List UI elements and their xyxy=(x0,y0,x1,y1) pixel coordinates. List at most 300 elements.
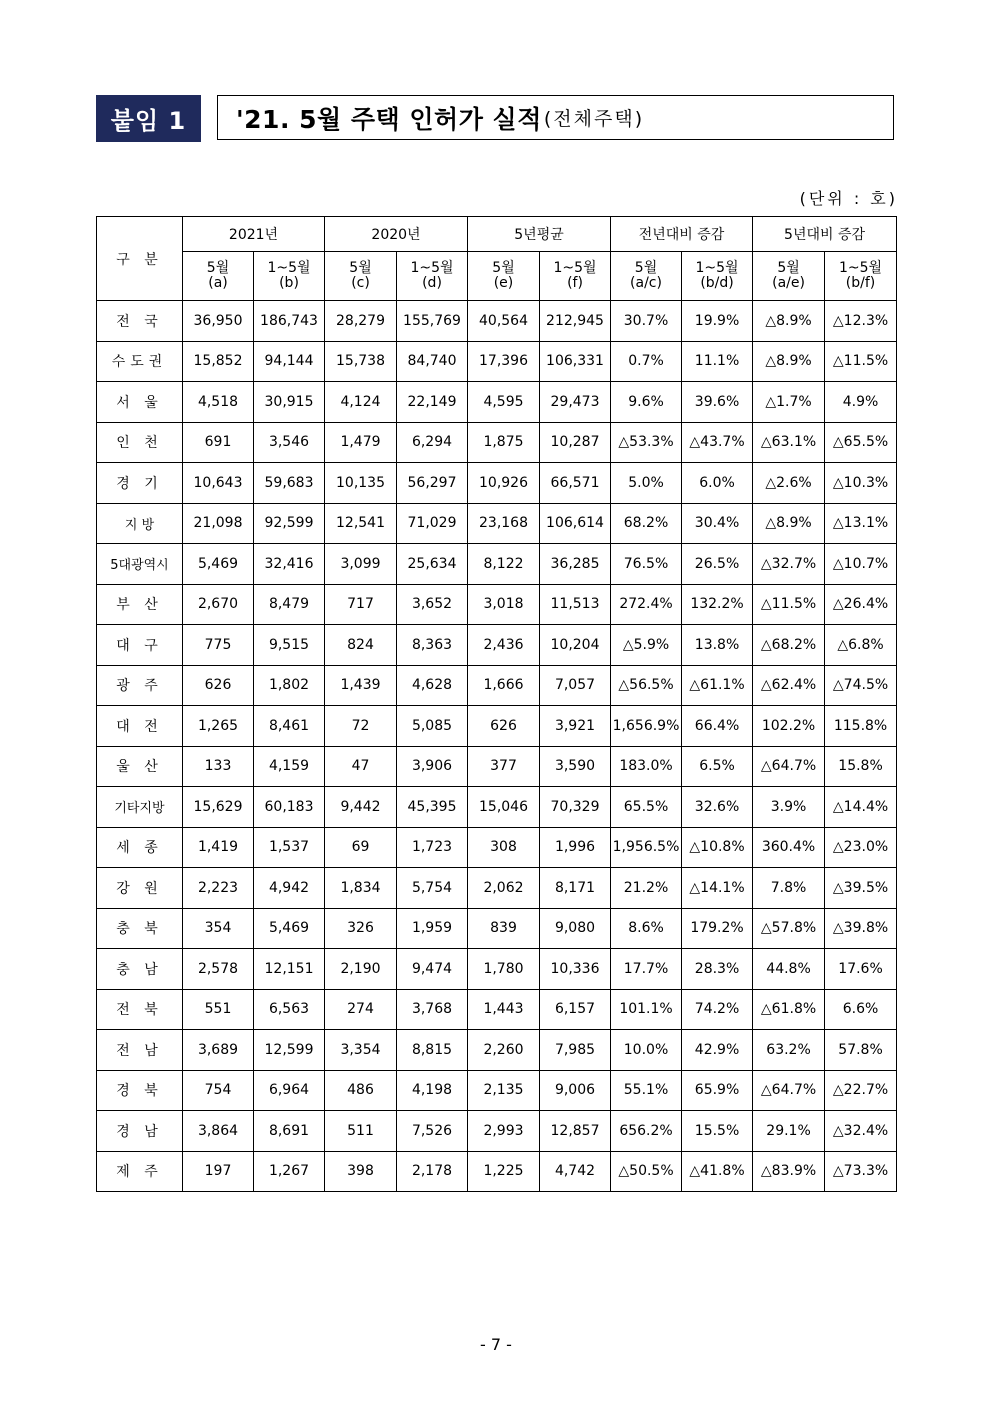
value-cell: 7,526 xyxy=(397,1111,468,1152)
value-cell: 1,267 xyxy=(254,1151,325,1192)
value-cell: 10,926 xyxy=(468,463,540,504)
value-cell: 32,416 xyxy=(254,544,325,585)
value-cell: 1,537 xyxy=(254,827,325,868)
value-cell: 32.6% xyxy=(682,787,753,828)
value-cell: 12,599 xyxy=(254,1030,325,1071)
value-cell: 65.5% xyxy=(611,787,682,828)
value-cell: 26.5% xyxy=(682,544,753,585)
value-cell: 4,942 xyxy=(254,868,325,909)
value-cell: 8,363 xyxy=(397,625,468,666)
table-row xyxy=(97,422,897,463)
value-cell: 15,629 xyxy=(183,787,254,828)
region-cell: 울 산 xyxy=(97,746,183,787)
value-cell: 3,689 xyxy=(183,1030,254,1071)
value-cell: 183.0% xyxy=(611,746,682,787)
value-cell: 9,006 xyxy=(540,1070,611,1111)
value-cell: △10.8% xyxy=(682,827,753,868)
value-cell: 36,950 xyxy=(183,301,254,342)
value-cell: 3,768 xyxy=(397,989,468,1030)
value-cell: 4,628 xyxy=(397,665,468,706)
value-cell: 12,857 xyxy=(540,1111,611,1152)
value-cell: 29,473 xyxy=(540,382,611,423)
value-cell: 2,436 xyxy=(468,625,540,666)
subcol-header xyxy=(540,252,611,301)
value-cell: 9.6% xyxy=(611,382,682,423)
value-cell: 45,395 xyxy=(397,787,468,828)
value-cell: 11.1% xyxy=(682,341,753,382)
table-row xyxy=(97,463,897,504)
subcol-period: 1~5월 xyxy=(267,260,311,276)
value-cell: 6,157 xyxy=(540,989,611,1030)
value-cell: 626 xyxy=(468,706,540,747)
value-cell: △57.8% xyxy=(753,908,825,949)
value-cell: 8,122 xyxy=(468,544,540,585)
corner-header: 구 분 xyxy=(97,217,183,301)
value-cell: 274 xyxy=(325,989,397,1030)
value-cell: 1,956.5% xyxy=(611,827,682,868)
value-cell: 8,815 xyxy=(397,1030,468,1071)
value-cell: 55.1% xyxy=(611,1070,682,1111)
value-cell: 754 xyxy=(183,1070,254,1111)
value-cell: 28,279 xyxy=(325,301,397,342)
value-cell: △32.7% xyxy=(753,544,825,585)
value-cell: 76.5% xyxy=(611,544,682,585)
value-cell: 4,518 xyxy=(183,382,254,423)
value-cell: 354 xyxy=(183,908,254,949)
value-cell: 6,294 xyxy=(397,422,468,463)
value-cell: 115.8% xyxy=(825,706,897,747)
subcol-key: (f) xyxy=(567,275,583,291)
table-row xyxy=(97,301,897,342)
value-cell: 3,546 xyxy=(254,422,325,463)
region-cell: 충 북 xyxy=(97,908,183,949)
value-cell: 72 xyxy=(325,706,397,747)
value-cell: △10.3% xyxy=(825,463,897,504)
subcol-period: 5월 xyxy=(634,260,658,276)
value-cell: 28.3% xyxy=(682,949,753,990)
table-row xyxy=(97,868,897,909)
region-cell: 5대광역시 xyxy=(97,544,183,585)
value-cell: 3,018 xyxy=(468,584,540,625)
value-cell: 6,563 xyxy=(254,989,325,1030)
value-cell: 101.1% xyxy=(611,989,682,1030)
value-cell: 2,260 xyxy=(468,1030,540,1071)
region-cell: 대 전 xyxy=(97,706,183,747)
subcol-key: (b/f) xyxy=(845,275,876,291)
value-cell: △56.5% xyxy=(611,665,682,706)
value-cell: 0.7% xyxy=(611,341,682,382)
region-cell: 대 구 xyxy=(97,625,183,666)
value-cell: 197 xyxy=(183,1151,254,1192)
value-cell: 56,297 xyxy=(397,463,468,504)
value-cell: 691 xyxy=(183,422,254,463)
subcol-period: 5월 xyxy=(206,260,230,276)
table-row xyxy=(97,544,897,585)
value-cell: 17,396 xyxy=(468,341,540,382)
value-cell: 7.8% xyxy=(753,868,825,909)
value-cell: △8.9% xyxy=(753,503,825,544)
value-cell: 360.4% xyxy=(753,827,825,868)
value-cell: 94,144 xyxy=(254,341,325,382)
value-cell: 2,190 xyxy=(325,949,397,990)
subcol-period: 1~5월 xyxy=(410,260,454,276)
value-cell: 626 xyxy=(183,665,254,706)
value-cell: △64.7% xyxy=(753,746,825,787)
value-cell: △5.9% xyxy=(611,625,682,666)
value-cell: 1,723 xyxy=(397,827,468,868)
permit-table xyxy=(96,216,897,1192)
value-cell: 3.9% xyxy=(753,787,825,828)
value-cell: 2,223 xyxy=(183,868,254,909)
value-cell: 36,285 xyxy=(540,544,611,585)
subcol-period: 1~5월 xyxy=(553,260,597,276)
page-title: '21. 5월 주택 인허가 실적 xyxy=(236,104,542,134)
value-cell: 6,964 xyxy=(254,1070,325,1111)
value-cell: 69 xyxy=(325,827,397,868)
value-cell: 4.9% xyxy=(825,382,897,423)
subcol-header xyxy=(825,252,897,301)
table-row xyxy=(97,989,897,1030)
value-cell: △73.3% xyxy=(825,1151,897,1192)
value-cell: 551 xyxy=(183,989,254,1030)
value-cell: 717 xyxy=(325,584,397,625)
table-row xyxy=(97,1151,897,1192)
value-cell: 15.8% xyxy=(825,746,897,787)
value-cell: 179.2% xyxy=(682,908,753,949)
value-cell: 8.6% xyxy=(611,908,682,949)
value-cell: 71,029 xyxy=(397,503,468,544)
subcol-period: 1~5월 xyxy=(839,260,883,276)
group-header: 2021년 xyxy=(183,217,325,252)
value-cell: 42.9% xyxy=(682,1030,753,1071)
value-cell: △14.1% xyxy=(682,868,753,909)
value-cell: 5.0% xyxy=(611,463,682,504)
value-cell: 2,578 xyxy=(183,949,254,990)
value-cell: 44.8% xyxy=(753,949,825,990)
value-cell: 1,802 xyxy=(254,665,325,706)
value-cell: 57.8% xyxy=(825,1030,897,1071)
subcol-key: (e) xyxy=(493,275,514,291)
value-cell: 155,769 xyxy=(397,301,468,342)
subcol-header xyxy=(397,252,468,301)
value-cell: 186,743 xyxy=(254,301,325,342)
group-header: 전년대비 증감 xyxy=(611,217,753,252)
group-header: 5년평균 xyxy=(468,217,611,252)
value-cell: 1,666 xyxy=(468,665,540,706)
value-cell: 10,204 xyxy=(540,625,611,666)
table-row xyxy=(97,706,897,747)
value-cell: 824 xyxy=(325,625,397,666)
value-cell: 2,178 xyxy=(397,1151,468,1192)
subcol-key: (a/e) xyxy=(772,275,805,291)
value-cell: 4,198 xyxy=(397,1070,468,1111)
value-cell: △50.5% xyxy=(611,1151,682,1192)
subcol-key: (b/d) xyxy=(700,275,734,291)
value-cell: △10.7% xyxy=(825,544,897,585)
region-cell: 강 원 xyxy=(97,868,183,909)
value-cell: 23,168 xyxy=(468,503,540,544)
value-cell: △11.5% xyxy=(753,584,825,625)
value-cell: 9,474 xyxy=(397,949,468,990)
value-cell: 8,461 xyxy=(254,706,325,747)
value-cell: △2.6% xyxy=(753,463,825,504)
value-cell: △65.5% xyxy=(825,422,897,463)
value-cell: 30,915 xyxy=(254,382,325,423)
value-cell: 1,265 xyxy=(183,706,254,747)
value-cell: 5,085 xyxy=(397,706,468,747)
subcol-period: 5월 xyxy=(349,260,372,276)
value-cell: 15,852 xyxy=(183,341,254,382)
value-cell: 398 xyxy=(325,1151,397,1192)
value-cell: △62.4% xyxy=(753,665,825,706)
value-cell: 1,996 xyxy=(540,827,611,868)
value-cell: 74.2% xyxy=(682,989,753,1030)
region-cell: 전 북 xyxy=(97,989,183,1030)
value-cell: △32.4% xyxy=(825,1111,897,1152)
value-cell: 1,959 xyxy=(397,908,468,949)
table-row xyxy=(97,908,897,949)
value-cell: 377 xyxy=(468,746,540,787)
value-cell: 8,479 xyxy=(254,584,325,625)
value-cell: 133 xyxy=(183,746,254,787)
value-cell: △26.4% xyxy=(825,584,897,625)
value-cell: 3,099 xyxy=(325,544,397,585)
value-cell: 66.4% xyxy=(682,706,753,747)
value-cell: 308 xyxy=(468,827,540,868)
value-cell: 3,590 xyxy=(540,746,611,787)
subcol-key: (d) xyxy=(422,275,442,291)
value-cell: 29.1% xyxy=(753,1111,825,1152)
subcol-header xyxy=(753,252,825,301)
value-cell: 2,062 xyxy=(468,868,540,909)
subcol-key: (b) xyxy=(279,275,299,291)
subcol-header xyxy=(325,252,397,301)
value-cell: 4,595 xyxy=(468,382,540,423)
value-cell: 5,469 xyxy=(183,544,254,585)
value-cell: 656.2% xyxy=(611,1111,682,1152)
value-cell: 8,171 xyxy=(540,868,611,909)
value-cell: 21,098 xyxy=(183,503,254,544)
value-cell: 10,643 xyxy=(183,463,254,504)
value-cell: 70,329 xyxy=(540,787,611,828)
value-cell: △8.9% xyxy=(753,301,825,342)
table-row xyxy=(97,584,897,625)
value-cell: 3,906 xyxy=(397,746,468,787)
region-cell: 경 기 xyxy=(97,463,183,504)
subcol-key: (c) xyxy=(351,275,370,291)
value-cell: 3,864 xyxy=(183,1111,254,1152)
value-cell: 6.0% xyxy=(682,463,753,504)
subcol-header xyxy=(468,252,540,301)
attachment-tag: 붙임 1 xyxy=(96,95,201,142)
value-cell: 59,683 xyxy=(254,463,325,504)
value-cell: △39.5% xyxy=(825,868,897,909)
table-row xyxy=(97,949,897,990)
value-cell: 2,993 xyxy=(468,1111,540,1152)
value-cell: 212,945 xyxy=(540,301,611,342)
value-cell: 10.0% xyxy=(611,1030,682,1071)
value-cell: 12,541 xyxy=(325,503,397,544)
table-row xyxy=(97,787,897,828)
table-row xyxy=(97,746,897,787)
table-body xyxy=(97,301,897,1192)
value-cell: 1,479 xyxy=(325,422,397,463)
value-cell: 92,599 xyxy=(254,503,325,544)
value-cell: 272.4% xyxy=(611,584,682,625)
value-cell: 40,564 xyxy=(468,301,540,342)
value-cell: 102.2% xyxy=(753,706,825,747)
value-cell: 15,046 xyxy=(468,787,540,828)
value-cell: △41.8% xyxy=(682,1151,753,1192)
value-cell: △13.1% xyxy=(825,503,897,544)
subcol-header xyxy=(183,252,254,301)
value-cell: 1,419 xyxy=(183,827,254,868)
value-cell: △61.1% xyxy=(682,665,753,706)
group-header: 5년대비 증감 xyxy=(753,217,897,252)
unit-label: (단위 : 호) xyxy=(799,189,898,208)
value-cell: △63.1% xyxy=(753,422,825,463)
value-cell: 1,443 xyxy=(468,989,540,1030)
value-cell: 4,124 xyxy=(325,382,397,423)
value-cell: 1,834 xyxy=(325,868,397,909)
page-subtitle: (전체주택) xyxy=(543,108,645,130)
value-cell: △74.5% xyxy=(825,665,897,706)
value-cell: 66,571 xyxy=(540,463,611,504)
value-cell: 39.6% xyxy=(682,382,753,423)
value-cell: 30.4% xyxy=(682,503,753,544)
region-cell: 경 북 xyxy=(97,1070,183,1111)
value-cell: 15.5% xyxy=(682,1111,753,1152)
value-cell: 65.9% xyxy=(682,1070,753,1111)
region-cell: 제 주 xyxy=(97,1151,183,1192)
table-row xyxy=(97,665,897,706)
table-row xyxy=(97,1070,897,1111)
value-cell: 1,225 xyxy=(468,1151,540,1192)
value-cell: 106,614 xyxy=(540,503,611,544)
value-cell: 6.5% xyxy=(682,746,753,787)
table-row xyxy=(97,503,897,544)
value-cell: 17.6% xyxy=(825,949,897,990)
value-cell: △1.7% xyxy=(753,382,825,423)
value-cell: △64.7% xyxy=(753,1070,825,1111)
value-cell: 4,159 xyxy=(254,746,325,787)
value-cell: 2,135 xyxy=(468,1070,540,1111)
value-cell: △23.0% xyxy=(825,827,897,868)
value-cell: 63.2% xyxy=(753,1030,825,1071)
value-cell: 60,183 xyxy=(254,787,325,828)
table-row xyxy=(97,341,897,382)
region-cell: 세 종 xyxy=(97,827,183,868)
subcol-period: 5월 xyxy=(777,260,800,276)
value-cell: 775 xyxy=(183,625,254,666)
value-cell: 9,080 xyxy=(540,908,611,949)
region-cell: 전 남 xyxy=(97,1030,183,1071)
value-cell: 15,738 xyxy=(325,341,397,382)
table-row xyxy=(97,827,897,868)
value-cell: 13.8% xyxy=(682,625,753,666)
value-cell: 106,331 xyxy=(540,341,611,382)
value-cell: 3,354 xyxy=(325,1030,397,1071)
value-cell: 4,742 xyxy=(540,1151,611,1192)
value-cell: 25,634 xyxy=(397,544,468,585)
value-cell: 5,754 xyxy=(397,868,468,909)
table-row xyxy=(97,1111,897,1152)
value-cell: 486 xyxy=(325,1070,397,1111)
value-cell: △14.4% xyxy=(825,787,897,828)
table-row xyxy=(97,625,897,666)
subcol-key: (a) xyxy=(208,275,228,291)
table-row xyxy=(97,1030,897,1071)
value-cell: 132.2% xyxy=(682,584,753,625)
value-cell: 9,442 xyxy=(325,787,397,828)
subcol-header xyxy=(254,252,325,301)
region-cell: 충 남 xyxy=(97,949,183,990)
value-cell: 10,135 xyxy=(325,463,397,504)
value-cell: 6.6% xyxy=(825,989,897,1030)
value-cell: △8.9% xyxy=(753,341,825,382)
value-cell: 19.9% xyxy=(682,301,753,342)
region-cell: 인 천 xyxy=(97,422,183,463)
subcol-header xyxy=(682,252,753,301)
value-cell: 17.7% xyxy=(611,949,682,990)
value-cell: 5,469 xyxy=(254,908,325,949)
value-cell: 84,740 xyxy=(397,341,468,382)
value-cell: △68.2% xyxy=(753,625,825,666)
value-cell: 1,656.9% xyxy=(611,706,682,747)
subcol-period: 5월 xyxy=(492,260,515,276)
group-header: 2020년 xyxy=(325,217,468,252)
region-cell: 광 주 xyxy=(97,665,183,706)
region-cell: 지 방 xyxy=(97,503,183,544)
value-cell: 68.2% xyxy=(611,503,682,544)
region-cell: 기타지방 xyxy=(97,787,183,828)
subcol-period: 1~5월 xyxy=(695,260,739,276)
value-cell: 7,057 xyxy=(540,665,611,706)
value-cell: △12.3% xyxy=(825,301,897,342)
value-cell: 2,670 xyxy=(183,584,254,625)
value-cell: △39.8% xyxy=(825,908,897,949)
value-cell: 8,691 xyxy=(254,1111,325,1152)
value-cell: 10,287 xyxy=(540,422,611,463)
subcol-key: (a/c) xyxy=(630,275,662,291)
value-cell: △6.8% xyxy=(825,625,897,666)
region-cell: 수도권 xyxy=(97,341,183,382)
value-cell: △11.5% xyxy=(825,341,897,382)
value-cell: 839 xyxy=(468,908,540,949)
value-cell: 12,151 xyxy=(254,949,325,990)
title-box xyxy=(217,95,894,140)
value-cell: 3,921 xyxy=(540,706,611,747)
table-header xyxy=(97,217,897,301)
value-cell: 326 xyxy=(325,908,397,949)
value-cell: 47 xyxy=(325,746,397,787)
value-cell: △22.7% xyxy=(825,1070,897,1111)
value-cell: 22,149 xyxy=(397,382,468,423)
value-cell: △83.9% xyxy=(753,1151,825,1192)
value-cell: 11,513 xyxy=(540,584,611,625)
subcol-header xyxy=(611,252,682,301)
region-cell: 부 산 xyxy=(97,584,183,625)
value-cell: △53.3% xyxy=(611,422,682,463)
value-cell: 9,515 xyxy=(254,625,325,666)
value-cell: 1,439 xyxy=(325,665,397,706)
table-row xyxy=(97,382,897,423)
region-cell: 전 국 xyxy=(97,301,183,342)
value-cell: 3,652 xyxy=(397,584,468,625)
value-cell: △43.7% xyxy=(682,422,753,463)
value-cell: 511 xyxy=(325,1111,397,1152)
value-cell: 21.2% xyxy=(611,868,682,909)
